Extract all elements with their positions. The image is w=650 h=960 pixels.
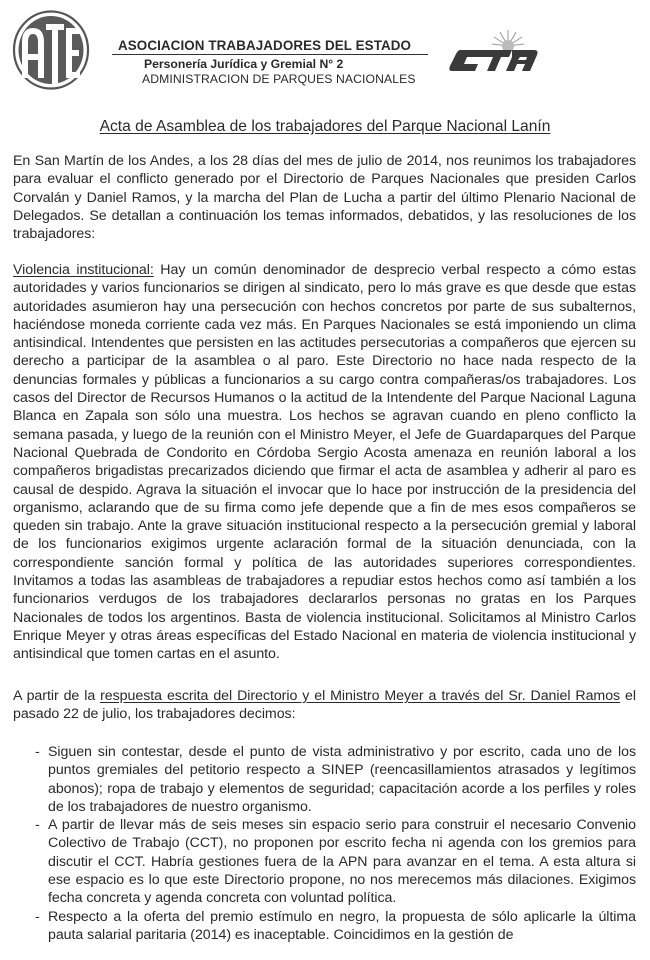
- cta-logo: [446, 26, 544, 78]
- violencia-paragraph: [13, 261, 636, 664]
- bullet-dash: -: [35, 908, 40, 925]
- demands-list: [13, 743, 636, 944]
- bullet-dash: -: [35, 817, 40, 834]
- list-item-text: Siguen sin contestar, desde el punto de vista administrativo y por escrito, cada uno de los puntos gremiales del petitorio respecto a SINEP (reencasillamientos atrasados y legítimos abonos); ropa de trabajo y elementos de seguridad; capacitación acorde a los perfiles y roles de los trabajadores de nuestro organismo.: [48, 744, 636, 815]
- ate-logo: [12, 10, 90, 90]
- respuesta-underlined: respuesta escrita del Directorio y el Ministro Meyer a través del Sr. Daniel Ramos: [100, 688, 621, 704]
- organization-legal-status: Personería Jurídica y Gremial N° 2: [144, 57, 344, 71]
- list-item: [13, 816, 636, 907]
- list-item: [13, 908, 636, 945]
- organization-division: ADMINISTRACION DE PARQUES NACIONALES: [142, 72, 416, 86]
- organization-header: [112, 38, 428, 86]
- list-item-text: Respecto a la oferta del premio estímulo en negro, la propuesta de sólo aplicarle la última pauta salarial paritaria (2014) es inaceptable. Coincidimos en la gestión de: [48, 908, 636, 943]
- document-title: [0, 118, 650, 136]
- list-item: [13, 743, 636, 816]
- document-title-text: Acta de Asamblea de los trabajadores del Parque Nacional Lanín: [99, 118, 551, 135]
- organization-name: ASOCIACION TRABAJADORES DEL ESTADO: [112, 38, 428, 55]
- respuesta-suffix: el pasado 22 de julio, los trabajadores decimos:: [13, 688, 636, 723]
- bullet-dash: -: [35, 744, 40, 760]
- intro-paragraph: En San Martín de los Andes, a los 28 días del mes de julio de 2014, nos reunimos los trabajadores para evaluar el conflicto generado por el Directorio de Parques Nacionales que presiden Carlos Corvalán y Daniel Ramos, y la marcha del Plan de Lucha a partir del último Plenario Nacional de Delegados. Se detallan a continuación los temas informados, debatidos, y las resoluciones de los trabajadores:: [13, 153, 636, 243]
- respuesta-paragraph: [13, 687, 636, 724]
- respuesta-prefix: A partir de la: [13, 688, 101, 704]
- violencia-heading: Violencia institucional:: [13, 262, 154, 278]
- violencia-text: Hay un común denominador de desprecio verbal respecto a cómo estas autoridades y varios funcionarios se dirigen al sindicato, pero lo más grave es que desde que estas autoridades asumieron hay una persecución con hechos concretos por parte de sus subalternos, haciéndose moneda corriente cada vez más. En Parques Nacionales se está imponiendo un clima antisindical. Intendentes que persisten en las actitudes persecutorias a compañeros que ejercen su derecho a participar de la asamblea o al paro. Este Directorio no hace nada respecto de la denuncias formales y públicas a funcionarios a su cargo contra compañeras/os trabajadores. Los casos del Director de Recursos Humanos o la actitud de la Intendente del Parque Nacional Laguna Blanca en Zapala son sólo una muestra. Los hechos se agravan cuando en pleno conflicto la semana pasada, y luego de la reunión con el Ministro Meyer, el Jefe de Guardaparques del Parque Nacional Quebrada de Condorito en Córdoba Sergio Acosta amenaza en reunión laboral a los compañeros brigadistas precarizados diciendo que firmar el acta de asamblea y adherir al paro es causal de despido. Agrava la situación el invocar que lo hace por instrucción de la presidencia del organismo, aclarando que de su firma como jefe depende que a fin de mes esos compañeros se queden sin trabajo. Ante la grave situación institucional respecto a la persecución gremial y laboral de los funcionarios exigimos urgente aclaración formal de la situación denunciada, con la correspondiente sanción formal y política de las autoridades superiores correspondientes. Invitamos a todas las asambleas de trabajadores a repudiar estos hechos como así también a los funcionarios verdugos de los trabajadores declararlos personas no gratas en los Parques Nacionales de todos los argentinos. Basta de violencia institucional. Solicitamos al Ministro Carlos Enrique Meyer y otras áreas específicas del Estado Nacional en materia de violencia institucional y antisindical que tomen cartas en el asunto.: [13, 262, 636, 663]
- list-item-text: A partir de llevar más de seis meses sin espacio serio para construir el necesario Convenio Colectivo de Trabajo (CCT), no proponen por escrito fecha ni agenda con los gremios para discutir el CCT. Habría gestiones fuera de la APN para avanzar en el tema. A esta altura si ese espacio es lo que este Directorio propone, no nos merecemos más dilaciones. Exigimos fecha concreta y agenda concreta con voluntad política.: [48, 817, 636, 907]
